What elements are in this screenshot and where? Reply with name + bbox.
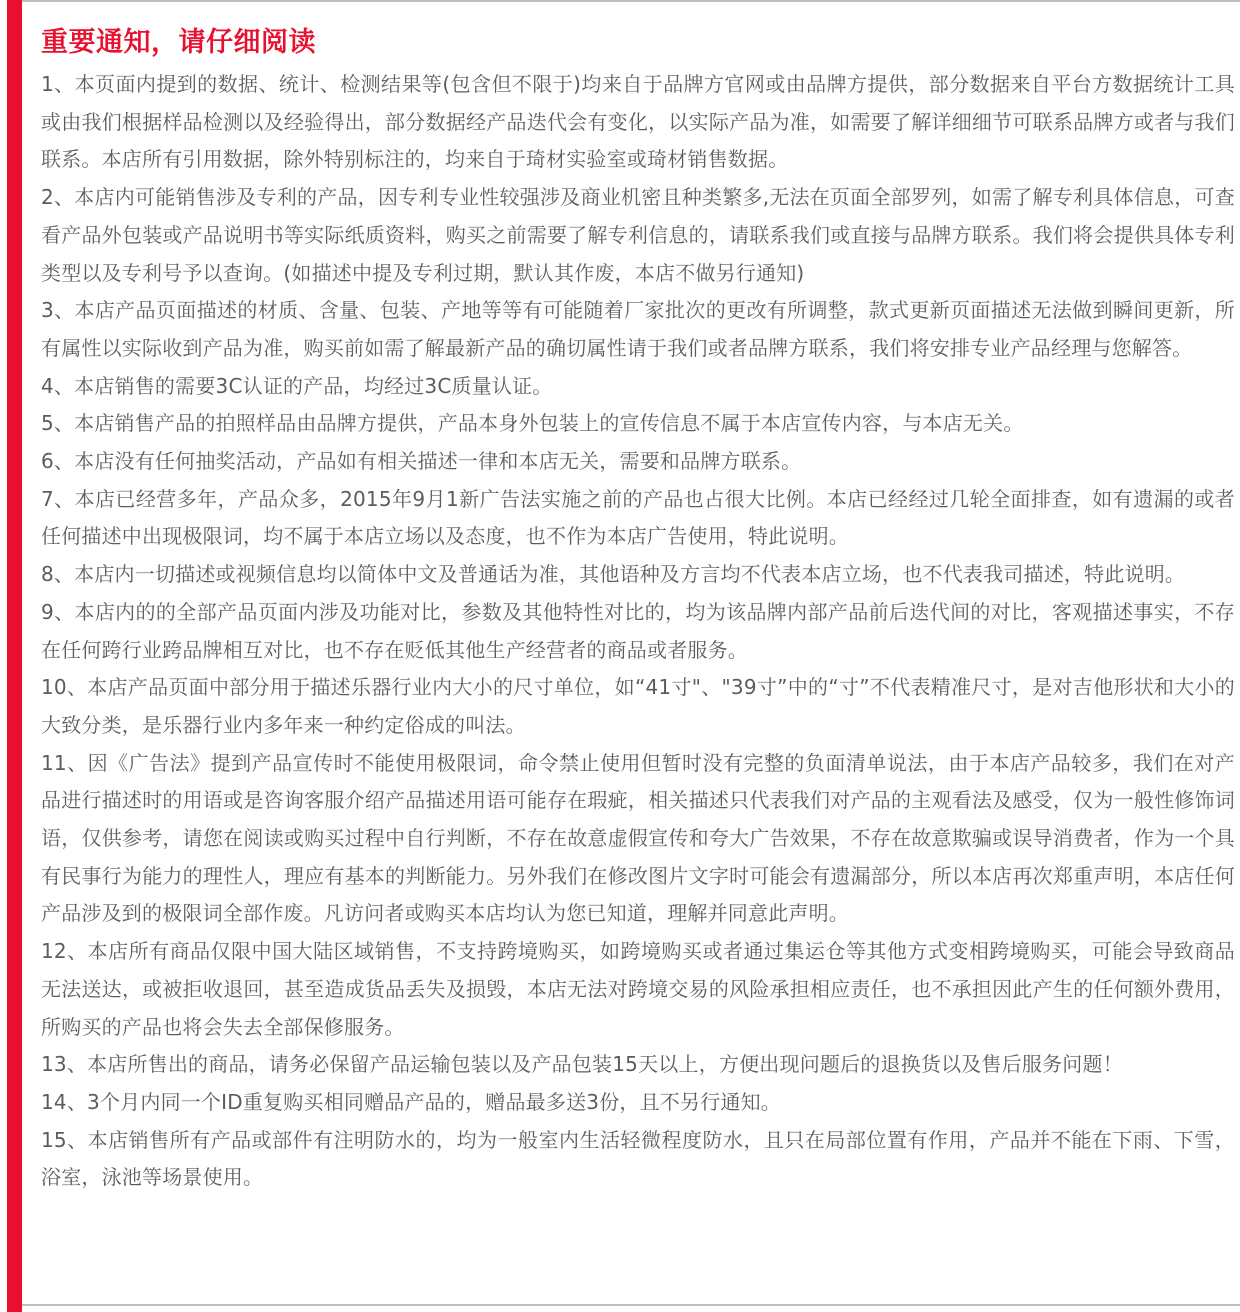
notice-item-6: 6、本店没有任何抽奖活动，产品如有相关描述一律和本店无关，需要和品牌方联系。 bbox=[41, 449, 802, 474]
accent-bar bbox=[7, 0, 22, 1312]
notice-item-2: 2、本店内可能销售涉及专利的产品，因专利专业性较强涉及商业机密且种类繁多,无法在页面全部罗列，如需了解专利具体信息，可查看产品外包装或产品说明书等实际纸质资料，购买之前需要了解专利信息的，请联系我们或直接与品牌方联系。我们将会提供具体专利类型以及专利号予以查询。(如描述中提及专利过期，默认其作废，本店不做另行通知) bbox=[41, 185, 1235, 285]
notice-item-8: 8、本店内一切描述或视频信息均以简体中文及普通话为准，其他语种及方言均不代表本店立场，也不代表我司描述，特此说明。 bbox=[41, 562, 1186, 587]
notice-item-7: 7、本店已经营多年，产品众多，2015年9月1新广告法实施之前的产品也占很大比例。本店已经经过几轮全面排查，如有遗漏的或者任何描述中出现极限词，均不属于本店立场以及态度，也不作为本店广告使用，特此说明。 bbox=[41, 486, 1235, 549]
notice-item-12: 12、本店所有商品仅限中国大陆区域销售，不支持跨境购买，如跨境购买或者通过集运仓等其他方式变相跨境购买，可能会导致商品无法送达，或被拒收退回，甚至造成货品丢失及损毁，本店无法对跨境交易的风险承担相应责任，也不承担因此产生的任何额外费用，所购买的产品也将会失去全部保修服务。 bbox=[41, 939, 1235, 1039]
notice-item-10: 10、本店产品页面中部分用于描述乐器行业内大小的尺寸单位，如“41寸"、"39寸”中的“寸”不代表精准尺寸，是对吉他形状和大小的大致分类，是乐器行业内多年来一种约定俗成的叫法。 bbox=[41, 675, 1235, 737]
notice-item-13: 13、本店所售出的商品，请务必保留产品运输包装以及产品包装15天以上，方便出现问题后的退换货以及售后服务问题！ bbox=[41, 1052, 1123, 1077]
notice-list bbox=[41, 66, 1235, 1197]
notice-item-3: 3、本店产品页面描述的材质、含量、包装、产地等等有可能随着厂家批次的更改有所调整，款式更新页面描述无法做到瞬间更新，所有属性以实际收到产品为准，购买前如需了解最新产品的确切属性请于我们或者品牌方联系，我们将安排专业产品经理与您解答。 bbox=[41, 298, 1235, 360]
notice-item-1: 1、本页面内提到的数据、统计、检测结果等(包含但不限于)均来自于品牌方官网或由品牌方提供，部分数据来自平台方数据统计工具或由我们根据样品检测以及经验得出，部分数据经产品迭代会有变化，以实际产品为准，如需要了解详细细节可联系品牌方或者与我们联系。本店所有引用数据，除外特别标注的，均来自于琦材实验室或琦材销售数据。 bbox=[41, 72, 1235, 172]
bottom-divider bbox=[22, 1304, 1240, 1306]
notice-item-5: 5、本店销售产品的拍照样品由品牌方提供，产品本身外包装上的宣传信息不属于本店宣传内容，与本店无关。 bbox=[41, 411, 1024, 436]
notice-content bbox=[41, 22, 1235, 1197]
notice-item-15: 15、本店销售所有产品或部件有注明防水的，均为一般室内生活轻微程度防水，且只在局部位置有作用，产品并不能在下雨、下雪，浴室，泳池等场景使用。 bbox=[41, 1127, 1235, 1190]
notice-title: 重要通知，请仔细阅读 bbox=[41, 27, 316, 58]
notice-item-11: 11、因《广告法》提到产品宣传时不能使用极限词，命令禁止使用但暂时没有完整的负面清单说法，由于本店产品较多，我们在对产品进行描述时的用语或是咨询客服介绍产品描述用语可能存在瑕疵，相关描述只代表我们对产品的主观看法及感受，仅为一般性修饰词语，仅供参考，请您在阅读或购买过程中自行判断，不存在故意虚假宣传和夸大广告效果，不存在故意欺骗或误导消费者，作为一个具有民事行为能力的理性人，理应有基本的判断能力。另外我们在修改图片文字时可能会有遗漏部分，所以本店再次郑重声明，本店任何产品涉及到的极限词全部作废。凡访问者或购买本店均认为您已知道，理解并同意此声明。 bbox=[41, 750, 1235, 926]
notice-item-9: 9、本店内的的全部产品页面内涉及功能对比，参数及其他特性对比的，均为该品牌内部产品前后迭代间的对比，客观描述事实，不存在任何跨行业跨品牌相互对比，也不存在贬低其他生产经营者的商品或者服务。 bbox=[41, 599, 1235, 662]
notice-item-14: 14、3个月内同一个ID重复购买相同赠品产品的，赠品最多送3份，且不另行通知。 bbox=[41, 1089, 781, 1114]
notice-item-4: 4、本店销售的需要3C认证的产品，均经过3C质量认证。 bbox=[41, 373, 553, 398]
top-divider bbox=[22, 0, 1240, 2]
